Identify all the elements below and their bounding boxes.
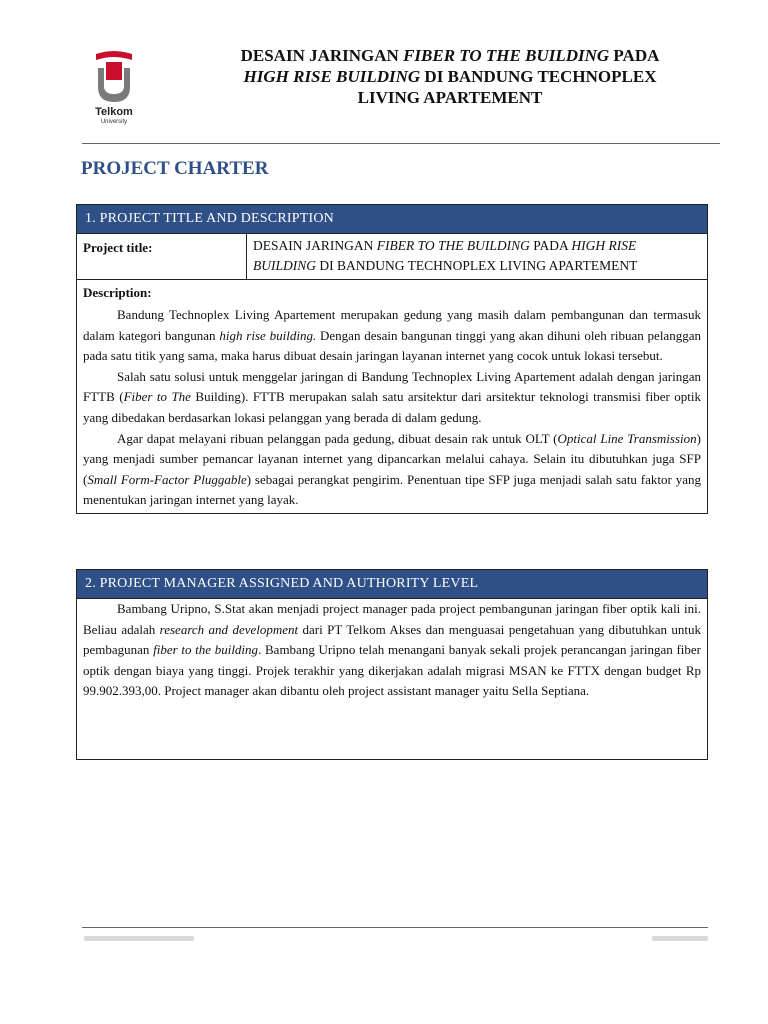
footer-faded-page-number [652,936,708,941]
project-title-label: Project title: [77,234,247,279]
logo-subtitle: University [100,119,128,125]
section-band: 2. PROJECT MANAGER ASSIGNED AND AUTHORITY LEVEL [77,570,707,598]
project-title-value: DESAIN JARINGAN FIBER TO THE BUILDING PADA HIGH RISE BUILDING DI BANDUNG TECHNOPLEX LIVING APARTEMENT [253,238,638,273]
manager-block [77,598,707,702]
section-project-title [76,204,708,514]
page-header [0,0,768,143]
description-paragraph: Salah satu solusi untuk menggelar jaringan di Bandung Technoplex Living Apartement adalah dengan jaringan FTTB (Fiber to The Building). FTTB merupakan salah satu arsitektur dari arsitektur teknologi transmisi fiber optik yang dibedakan berdasarkan lokasi pelanggan yang berada di dalam gedung. [83,368,701,425]
manager-paragraph: Bambang Uripno, S.Stat akan menjadi project manager pada project pembangunan jaringan fiber optik kali ini. Beliau adalah research and development dari PT Telkom Akses dan menguasai pengetahuan yang dibutuhkan untuk pembagunan fiber to the building. Bambang Uripno telah menangani banyak sekali projek perancangan jaringan fiber optik dengan biaya yang tinggi. Projek terakhir yang dikerjakan adalah migrasi MSAN ke FTTX dengan budget Rp 99.902.393,00. Project manager akan dibantu oleh project assistant manager yaitu Sella Septiana. [83,601,702,699]
footer-divider [82,927,708,928]
description-label: Description: [83,285,152,300]
project-title-row [77,233,707,279]
description-paragraph: Bandung Technoplex Living Apartement merupakan gedung yang masih dalam pembangunan dan termasuk dalam kategori bangunan high rise building. Dengan desain bangunan tinggi yang akan dihuni oleh ribuan pelanggan pada satu titik yang sama, maka harus dibuat desain jaringan layanan internet yang cocok untuk lokasi tersebut. [83,307,701,364]
telkom-university-logo [86,50,142,130]
page-heading: PROJECT CHARTER [81,158,269,179]
description-block [77,279,707,513]
document-title: DESAIN JARINGAN FIBER TO THE BUILDING PADA HIGH RISE BUILDING DI BANDUNG TECHNOPLEX LIVING APARTEMENT [240,46,660,107]
section-project-manager [76,569,708,760]
footer-faded-text [84,936,194,941]
description-paragraph: Agar dapat melayani ribuan pelanggan pada gedung, dibuat desain rak untuk OLT (Optical Line Transmission) yang menjadi sumber pemancar layanan internet yang dipancarkan melalui cahaya. Selain itu dibutuhkan juga SFP (Small Form-Factor Pluggable) sebagai perangkat pengirim. Penentuan tipe SFP juga menjadi salah satu faktor yang menentukan jaringan internet yang layak. [83,430,701,508]
logo-mark-icon [86,50,142,106]
logo-wordmark: Telkom [95,106,133,118]
section-band: 1. PROJECT TITLE AND DESCRIPTION [77,205,707,233]
header-divider [82,143,720,144]
